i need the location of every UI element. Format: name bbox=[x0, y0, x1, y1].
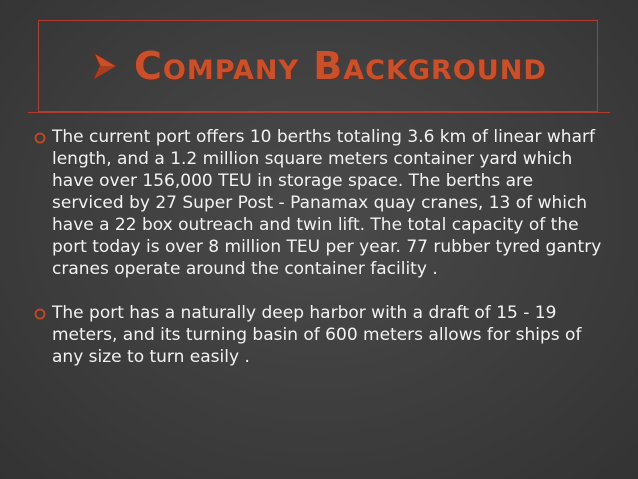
ring-bullet-icon bbox=[34, 132, 46, 144]
title-row bbox=[92, 36, 547, 96]
slide-title: Company Background bbox=[134, 44, 547, 88]
bullet-item bbox=[34, 302, 602, 368]
bullet-text: The current port offers 10 berths totaling 3.6 km of linear wharf length, and a 1.2 million square meters container yard which have over 156,000 TEU in storage space. The berths are serviced by 27 Super Post - Panamax quay cranes, 13 of which have a 22 box outreach and twin lift. The total capacity of the port today is over 8 million TEU per year. 77 rubber tyred gantry cranes operate around the container facility . bbox=[52, 127, 602, 279]
bullet-item bbox=[34, 126, 602, 280]
arrowhead-icon bbox=[92, 51, 118, 81]
title-divider bbox=[28, 112, 610, 113]
bullet-text: The port has a naturally deep harbor with a draft of 15 - 19 meters, and its turning basin of 600 meters allows for ships of any size to turn easily . bbox=[52, 303, 582, 367]
ring-bullet-icon bbox=[34, 308, 46, 320]
bullet-list bbox=[34, 126, 602, 390]
